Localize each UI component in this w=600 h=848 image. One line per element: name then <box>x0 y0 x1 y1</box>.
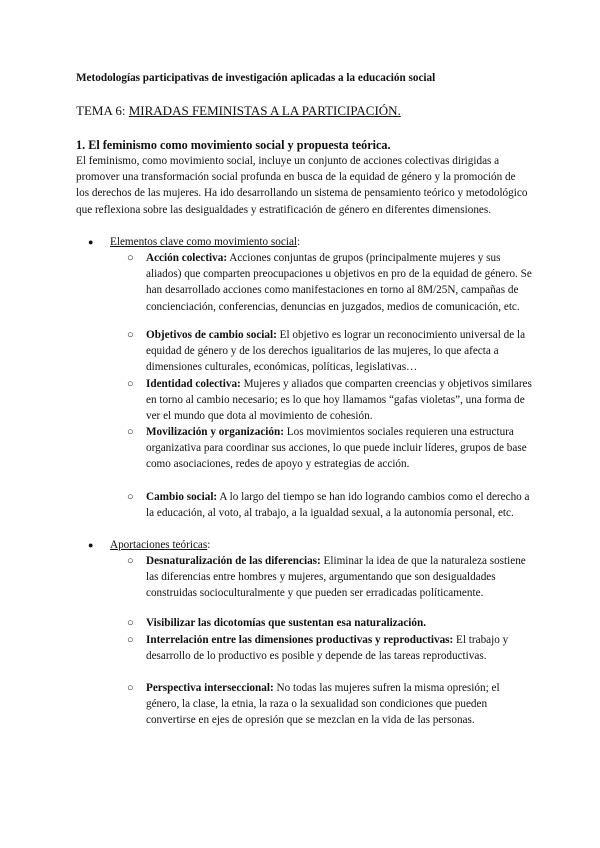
sub-item-objetivos <box>127 327 532 376</box>
circle-bullet-icon: ○ <box>127 252 134 264</box>
tema-title: MIRADAS FEMINISTAS A LA PARTICIPACIÓN. <box>128 103 401 118</box>
list-item-aportaciones <box>88 537 530 553</box>
circle-bullet-icon: ○ <box>127 426 134 438</box>
list-label-colon: : <box>297 236 301 248</box>
item-text: No todas las mujeres sufren la misma opresión; el género, la clase, la etnia, la raza o la sexualidad son condiciones que pueden convertirse en ejes de opresión que se mezclan en la vida de las personas. <box>146 682 500 727</box>
tema-heading <box>76 103 536 119</box>
section-heading: 1. El feminismo como movimiento social y propuesta teórica. <box>76 138 391 152</box>
sub-item-interrelacion <box>127 632 532 664</box>
item-text: Eliminar la idea de que la naturaleza sostiene las diferencias entre hombres y mujeres, argumentando que son desigualdades construidas socioculturalmente y que pueden ser erradicadas políticamente. <box>146 555 526 600</box>
list-label: Elementos clave como movimiento social <box>110 236 298 248</box>
item-term: Visibilizar las dicotomías que sustentan esa naturalización. <box>146 617 427 629</box>
list-item-elementos-clave <box>88 234 530 250</box>
item-term: Perspectiva interseccional: <box>146 682 274 694</box>
sub-item-identidad <box>127 376 532 425</box>
list-label: Aportaciones teóricas <box>110 539 208 551</box>
document-title: Metodologías participativas de investigación aplicadas a la educación social <box>76 72 436 84</box>
circle-bullet-icon: ○ <box>127 617 134 629</box>
intro-paragraph: El feminismo, como movimiento social, incluye un conjunto de acciones colectivas dirigidas a promover una transformación social profunda en busca de la equidad de género y la promoción de los derechos de las mujeres. Ha ido desarrollando un sistema de pensamiento teórico y metodológico que reflexiona sobre las desigualdades y estratificación de género en diferentes dimensiones. <box>76 155 528 216</box>
sub-item-interseccional <box>127 680 532 729</box>
item-term: Movilización y organización: <box>146 426 284 438</box>
circle-bullet-icon: ○ <box>127 634 134 646</box>
circle-bullet-icon: ○ <box>127 555 134 567</box>
sub-item-dicotomias <box>127 615 532 631</box>
item-text: Los movimientos sociales requieren una estructura organizativa para coordinar sus acciones, lo que puede incluir líderes, grupos de base como asociaciones, redes de apoyo y estrategias de acción. <box>146 426 527 471</box>
bullet-icon: ● <box>88 237 94 247</box>
sub-item-cambio-social <box>127 489 532 521</box>
item-term: Identidad colectiva: <box>146 378 241 390</box>
sub-item-accion-colectiva <box>127 250 532 315</box>
bullet-icon: ● <box>88 540 94 550</box>
circle-bullet-icon: ○ <box>127 378 134 390</box>
item-text: Acciones conjuntas de grupos (principalmente mujeres y sus aliados) que comparten preocupaciones u objetivos en pro de la equidad de género. Se han desarrollado acciones como manifestaciones en torno al 8M/25N, campañas de concienciación, conferencias, denuncias en juzgados, medios de comunicación, etc. <box>146 252 532 313</box>
tema-prefix: TEMA 6: <box>76 103 129 118</box>
sub-item-desnaturalizacion <box>127 553 532 602</box>
sub-item-movilizacion <box>127 424 532 473</box>
circle-bullet-icon: ○ <box>127 682 134 694</box>
item-term: Interrelación entre las dimensiones productivas y reproductivas: <box>146 634 454 646</box>
item-term: Objetivos de cambio social: <box>146 329 277 341</box>
circle-bullet-icon: ○ <box>127 329 134 341</box>
circle-bullet-icon: ○ <box>127 491 134 503</box>
item-text: El objetivo es lograr un reconocimiento universal de la equidad de género y de los derechos igualitarios de las mujeres, lo que afecta a dimensiones culturales, económicas, políticas, legislativas… <box>146 329 526 374</box>
item-term: Desnaturalización de las diferencias: <box>146 555 321 567</box>
item-text: A lo largo del tiempo se han ido logrando cambios como el derecho a la educación, al voto, al trabajo, a la igualdad sexual, a la autonomía personal, etc. <box>146 491 530 520</box>
item-text: El trabajo y desarrollo de lo productivo es posible y depende de las tareas reproductivas. <box>146 634 509 663</box>
list-label-colon: : <box>207 539 211 551</box>
item-term: Acción colectiva: <box>146 252 228 264</box>
item-text: Mujeres y aliados que comparten creencias y objetivos similares en torno al cambio necesario; es lo que hoy llamamos “gafas violetas”, una forma de ver el mundo que dota al movimiento de cohesión. <box>146 378 532 423</box>
item-term: Cambio social: <box>146 491 218 503</box>
